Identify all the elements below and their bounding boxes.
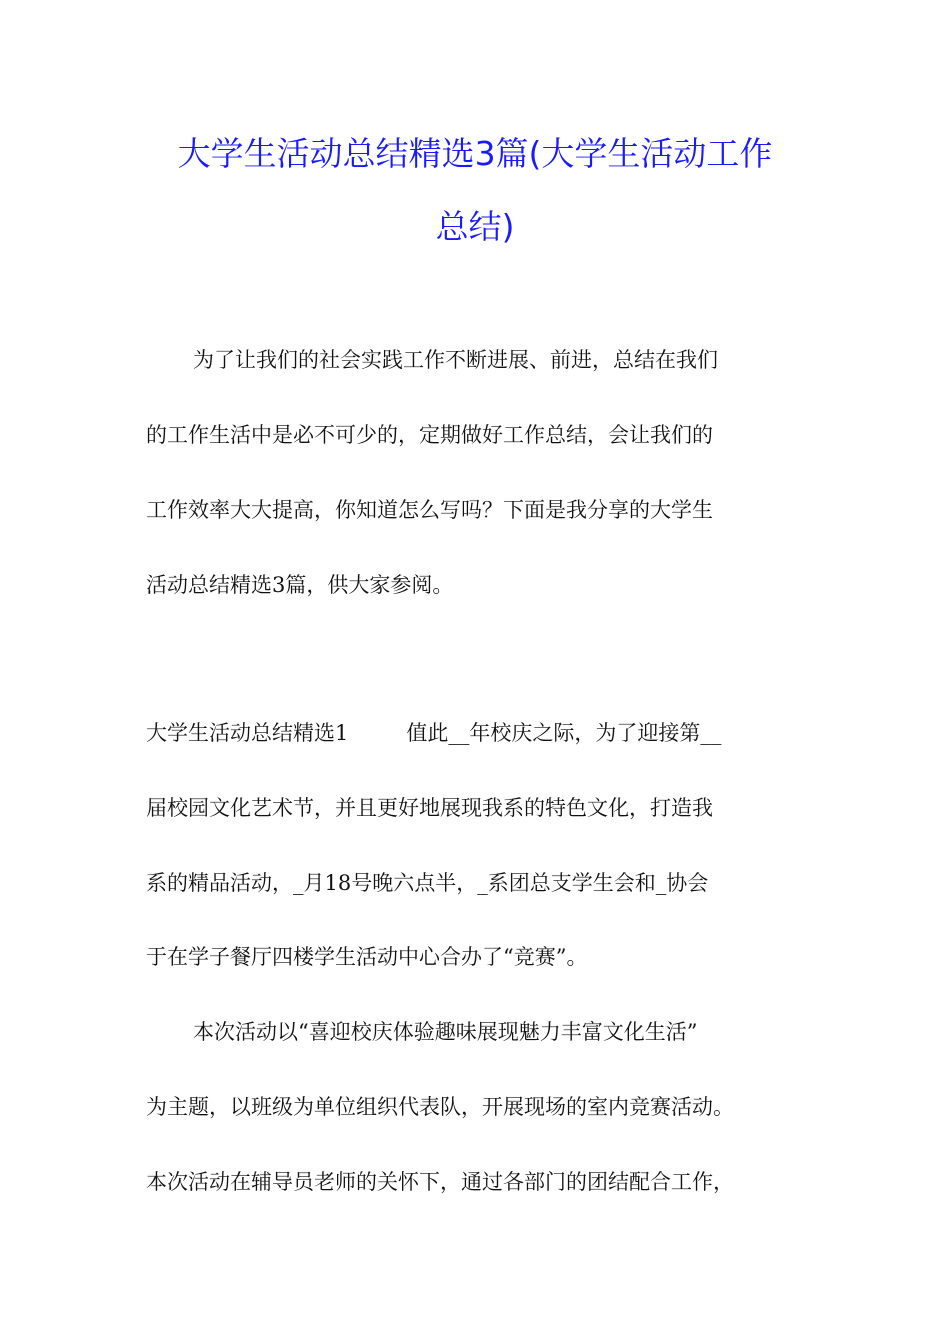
para2-line-3: 本次活动在辅导员老师的关怀下，通过各部门的团结配合工作， bbox=[146, 1170, 734, 1194]
intro-line-2: 的工作生活中是必不可少的，定期做好工作总结，会让我们的 bbox=[146, 423, 713, 447]
section1-line-3: 系的精品活动，_月18号晚六点半，_系团总支学生会和_协会 bbox=[146, 871, 709, 895]
section1-first-line bbox=[146, 718, 826, 748]
intro-line-3: 工作效率大大提高，你知道怎么写吗？下面是我分享的大学生 bbox=[146, 498, 713, 522]
intro-line-4: 活动总结精选3篇，供大家参阅。 bbox=[146, 573, 454, 597]
document-title-line-2: 总结) bbox=[435, 207, 515, 246]
intro-line-1: 为了让我们的社会实践工作不断进展、前进，总结在我们 bbox=[193, 348, 718, 372]
section1-line-4: 于在学子餐厅四楼学生活动中心合办了“竞赛”。 bbox=[146, 945, 588, 969]
section1-heading: 大学生活动总结精选1 bbox=[146, 721, 349, 745]
para2-line-2: 为主题，以班级为单位组织代表队，开展现场的室内竞赛活动。 bbox=[146, 1095, 734, 1119]
document-title-line-1: 大学生活动总结精选3篇(大学生活动工作 bbox=[177, 134, 773, 173]
para2-line-1: 本次活动以“喜迎校庆体验趣味展现魅力丰富文化生活” bbox=[193, 1020, 698, 1044]
section1-line-2: 届校园文化艺术节，并且更好地展现我系的特色文化，打造我 bbox=[146, 796, 713, 820]
section1-line-1: 值此__年校庆之际，为了迎接第__ bbox=[406, 721, 722, 745]
